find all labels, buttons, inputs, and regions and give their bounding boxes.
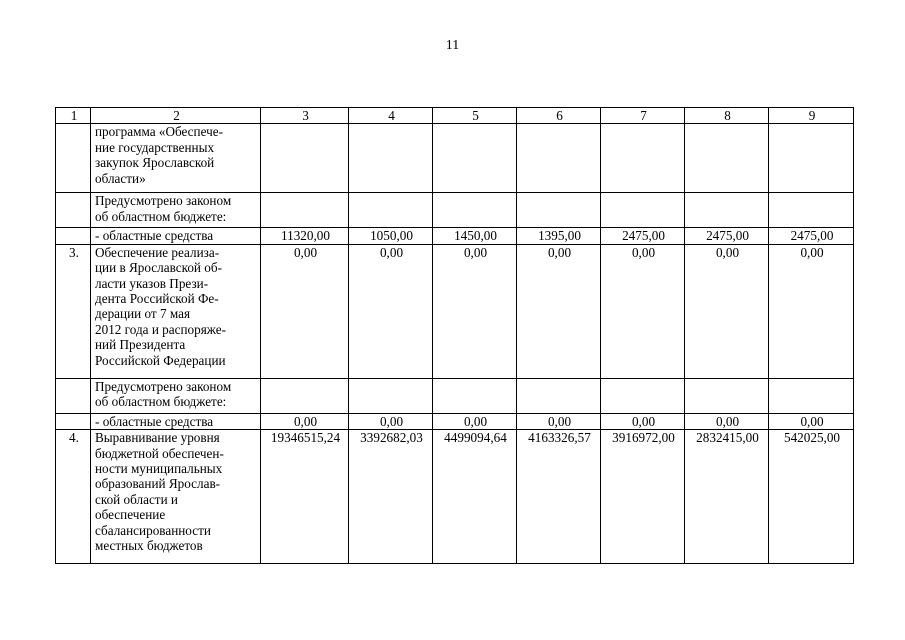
value-cell: 0,00: [433, 413, 517, 429]
row-name-line: Выравнивание уровня: [95, 430, 220, 446]
column-header: 4: [349, 108, 433, 124]
page-number: 11: [445, 38, 460, 53]
row-name-line: об областном бюджете:: [95, 208, 227, 224]
row-name-line: бюджетной обеспечен-: [95, 445, 224, 461]
value-cell: 0,00: [601, 413, 685, 429]
value-cell: 4163326,57: [517, 430, 601, 564]
value-cell: 1450,00: [433, 228, 517, 244]
row-name-line: Обеспечение реализа-: [95, 244, 220, 260]
value-cell: 1395,00: [517, 228, 601, 244]
value-cell: 2475,00: [601, 228, 685, 244]
column-header: 8: [685, 108, 769, 124]
column-header: 2: [91, 108, 261, 124]
row-name-line: обеспечение: [95, 507, 166, 523]
row-name-line: закупок Ярославской: [95, 155, 215, 171]
value-cell: [517, 193, 601, 228]
value-cell: 0,00: [685, 244, 769, 378]
table-row: [56, 124, 854, 193]
row-name-line: ласти указов Прези-: [95, 275, 209, 291]
value-cell: [685, 124, 769, 193]
column-header: 7: [601, 108, 685, 124]
value-cell: [349, 378, 433, 413]
value-cell: [769, 124, 854, 193]
value-cell: [769, 378, 854, 413]
column-header: 1: [56, 108, 91, 124]
row-name-line: Российской Федерации: [95, 352, 226, 368]
row-name-cell: [91, 413, 261, 429]
header-row: [56, 108, 854, 124]
value-cell: 3392682,03: [349, 430, 433, 564]
value-cell: [685, 378, 769, 413]
table-row: [56, 228, 854, 244]
row-number-cell: 4.: [56, 430, 91, 564]
value-cell: 11320,00: [261, 228, 349, 244]
value-cell: 0,00: [349, 244, 433, 378]
row-name-line: Предусмотрено законом: [95, 378, 232, 394]
column-header: 5: [433, 108, 517, 124]
table-row: [56, 193, 854, 228]
value-cell: [349, 193, 433, 228]
row-name-line: об областном бюджете:: [95, 394, 227, 410]
row-name-line: 2012 года и распоряже-: [95, 321, 226, 337]
value-cell: [261, 378, 349, 413]
row-number-cell: 3.: [56, 244, 91, 378]
row-name-cell: [91, 244, 261, 378]
row-name-line: - областные средства: [95, 413, 214, 429]
value-cell: [261, 193, 349, 228]
value-cell: [517, 124, 601, 193]
row-number-cell: [56, 413, 91, 429]
value-cell: [685, 193, 769, 228]
row-number-cell: [56, 124, 91, 193]
row-name-line: ности муниципальных: [95, 461, 223, 477]
table-row: [56, 430, 854, 564]
row-name-line: дента Российской Фе-: [95, 291, 219, 307]
value-cell: [433, 124, 517, 193]
value-cell: [349, 124, 433, 193]
value-cell: 0,00: [261, 244, 349, 378]
value-cell: 0,00: [517, 413, 601, 429]
value-cell: [433, 193, 517, 228]
table-row: [56, 378, 854, 413]
row-name-cell: [91, 193, 261, 228]
value-cell: [601, 193, 685, 228]
row-name-line: ской области и: [95, 491, 178, 507]
row-name-line: Предусмотрено законом: [95, 193, 232, 209]
table-row: [56, 244, 854, 378]
value-cell: [769, 193, 854, 228]
table-row: [56, 413, 854, 429]
value-cell: [433, 378, 517, 413]
value-cell: [601, 124, 685, 193]
value-cell: 1050,00: [349, 228, 433, 244]
value-cell: 2475,00: [685, 228, 769, 244]
value-cell: 0,00: [685, 413, 769, 429]
value-cell: 0,00: [517, 244, 601, 378]
row-name-cell: [91, 430, 261, 564]
row-name-line: ний Президента: [95, 337, 186, 353]
value-cell: 2475,00: [769, 228, 854, 244]
row-name-line: дерации от 7 мая: [95, 306, 191, 322]
value-cell: 19346515,24: [261, 430, 349, 564]
value-cell: 0,00: [769, 413, 854, 429]
value-cell: 2832415,00: [685, 430, 769, 564]
row-name-line: сбалансированности: [95, 522, 211, 538]
row-name-line: ции в Ярославской об-: [95, 260, 222, 276]
row-name-line: местных бюджетов: [95, 538, 203, 554]
row-name-line: программа «Обеспече-: [95, 124, 223, 140]
value-cell: [261, 124, 349, 193]
value-cell: [601, 378, 685, 413]
row-name-cell: [91, 378, 261, 413]
row-name-line: ние государственных: [95, 139, 215, 155]
value-cell: 0,00: [261, 413, 349, 429]
row-number-cell: [56, 193, 91, 228]
value-cell: 0,00: [433, 244, 517, 378]
row-name-cell: [91, 124, 261, 193]
row-name-line: - областные средства: [95, 228, 214, 244]
value-cell: 542025,00: [769, 430, 854, 564]
column-header: 9: [769, 108, 854, 124]
row-number-cell: [56, 378, 91, 413]
value-cell: 3916972,00: [601, 430, 685, 564]
budget-table: [55, 107, 854, 564]
value-cell: [517, 378, 601, 413]
row-name-line: образований Ярослав-: [95, 476, 221, 492]
value-cell: 4499094,64: [433, 430, 517, 564]
row-name-line: области»: [95, 170, 146, 186]
column-header: 6: [517, 108, 601, 124]
value-cell: 0,00: [349, 413, 433, 429]
row-name-cell: [91, 228, 261, 244]
value-cell: 0,00: [769, 244, 854, 378]
column-header: 3: [261, 108, 349, 124]
row-number-cell: [56, 228, 91, 244]
value-cell: 0,00: [601, 244, 685, 378]
